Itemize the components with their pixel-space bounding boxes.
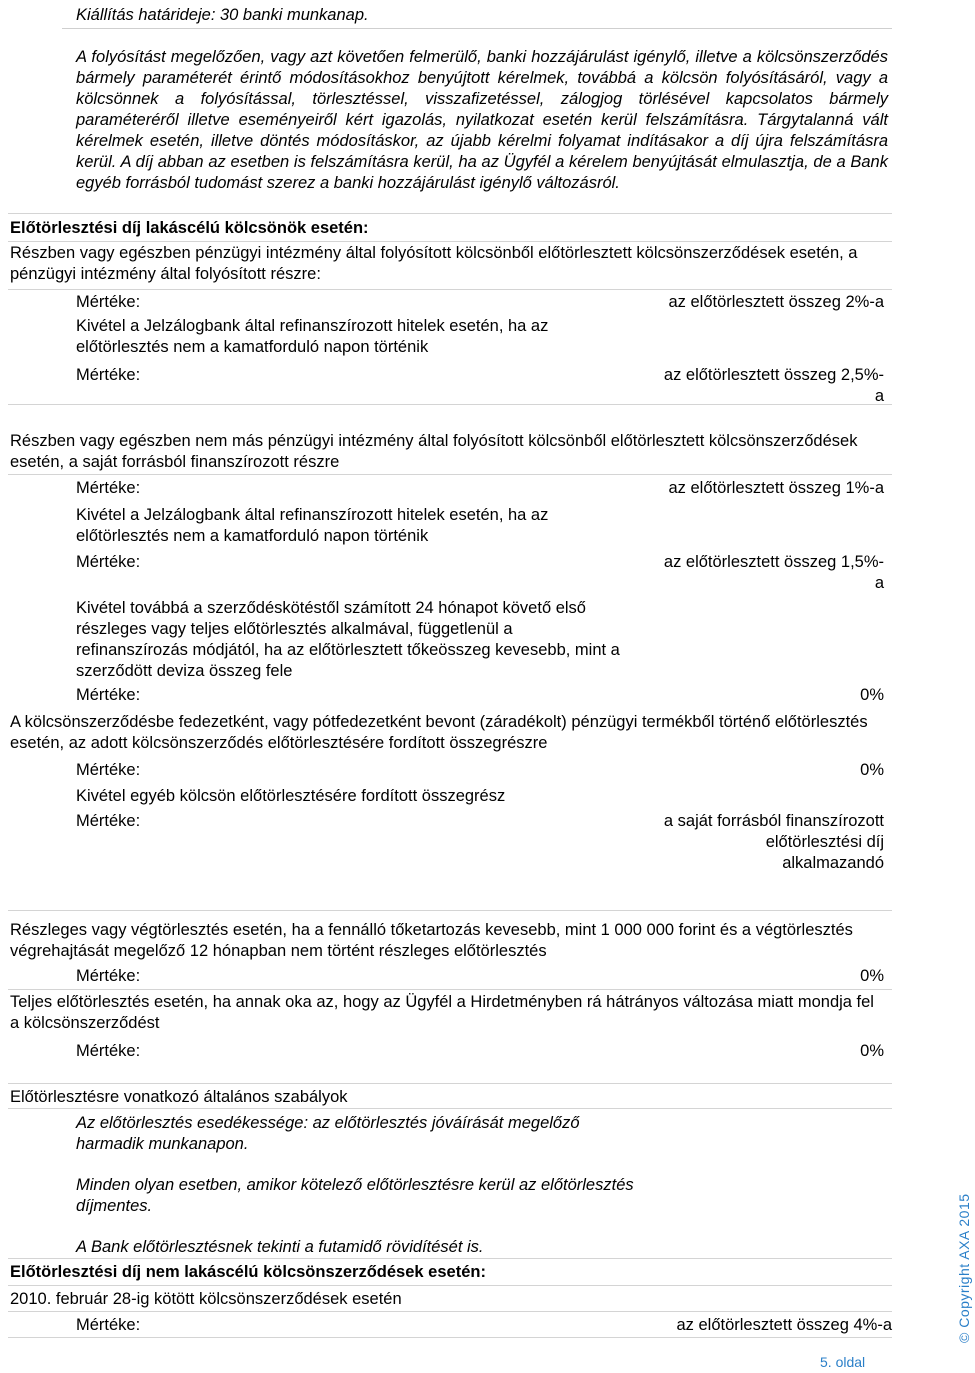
rate-label: Mértéke: xyxy=(76,1042,141,1060)
rate-value: az előtörlesztett összeg 4%-a xyxy=(676,1316,892,1334)
divider xyxy=(8,1285,892,1286)
fee-condition: A kölcsönszerződésbe fedezetként, vagy pótfedezetként bevont (záradékolt) pénzügyi termékből történő előtörlesztés esetén, az adott kölcsönszerződés előtörlesztésére fordított összegrészre xyxy=(10,713,868,752)
rate-value-line: az előtörlesztett összeg 2,5%- xyxy=(663,366,884,384)
fee-condition: Teljes előtörlesztés esetén, ha annak oka az, hogy az Ügyfél a Hirdetményben rá hátrányos változása miatt mondja fel a kölcsönszerződést xyxy=(10,993,874,1032)
rule-text: Az előtörlesztés esedékessége: az előtörlesztés jóváírását megelőző harmadik munkanapon. xyxy=(76,1114,580,1153)
rate-value-line: a saját forrásból finanszírozott xyxy=(663,812,884,830)
divider xyxy=(8,213,892,214)
rate-value-line: az előtörlesztett összeg 1,5%- xyxy=(663,553,884,571)
rate-value-line: a xyxy=(874,387,884,405)
rate-value: 0% xyxy=(860,967,884,985)
rate-label: Mértéke: xyxy=(76,686,141,704)
fee-condition: Részben vagy egészben pénzügyi intézmény által folyósított kölcsönből előtörlesztett kölcsönszerződések esetén, a pénzügyi intézmény által folyósított részre: xyxy=(10,244,858,283)
rate-value: az előtörlesztett összeg 1%-a xyxy=(668,479,884,497)
rate-label: Mértéke: xyxy=(76,761,141,779)
intro-text-1: A folyósítást megelőzően, vagy azt követően felmerülő, banki hozzájárulást igénylő, illetve a kölcsönszerződés bármely paraméterét érintő módosításokhoz benyújtott kérelmek, továbbá a kölcsön folyósításáról, vagy a kölcsönnek a folyósítással, törlesztéssel, visszafizetéssel, zálogjog törlésével kapcsolatos bármely paraméteréről illetve eseményeiről kért igazolás, nyilatkozat esetén kerül felszámításra. xyxy=(76,48,888,129)
exception-text: Kivétel a Jelzálogbank által refinanszírozott hitelek esetén, ha az előtörlesztés nem a kamatforduló napon történik xyxy=(76,506,549,545)
divider xyxy=(8,910,892,911)
rate-value: 0% xyxy=(860,761,884,779)
exception-text: Kivétel továbbá a szerződéskötéstől számított 24 hónapot követő első részleges vagy teljes előtörlesztés alkalmával, függetlenül a refinanszírozás módjától, ha az előtörlesztett tőkeösszeg kevesebb, mint a szerződött deviza összeg fele xyxy=(76,599,620,680)
rate-value-line: előtörlesztési díj xyxy=(765,833,884,851)
rules-title: Előtörlesztésre vonatkozó általános szabályok xyxy=(10,1088,348,1106)
rate-value-line: alkalmazandó xyxy=(782,854,884,872)
divider xyxy=(8,1311,892,1312)
divider xyxy=(8,1083,892,1084)
exception-text: Kivétel a Jelzálogbank által refinanszírozott hitelek esetén, ha az előtörlesztés nem a kamatforduló napon történik xyxy=(76,317,549,356)
exception-text: Kivétel egyéb kölcsön előtörlesztésére fordított összegrész xyxy=(76,787,506,805)
deadline-text: Kiállítás határideje: 30 banki munkanap. xyxy=(76,6,369,24)
fee-condition: Részleges vagy végtörlesztés esetén, ha a fennálló tőketartozás kevesebb, mint 1 000 000 forint és a végtörlesztés végrehajtását megelőző 12 hónapban nem történt részleges előtörlesztés xyxy=(10,921,853,960)
divider xyxy=(8,1108,892,1109)
rate-value: az előtörlesztett összeg 2%-a xyxy=(668,293,884,311)
divider xyxy=(8,289,892,290)
page-number: 5. oldal xyxy=(820,1354,866,1370)
rule-text: Minden olyan esetben, amikor kötelező előtörlesztésre kerül az előtörlesztés díjmentes. xyxy=(76,1176,634,1215)
rate-value xyxy=(664,365,884,407)
copyright-notice xyxy=(954,1193,975,1343)
rate-value xyxy=(664,811,884,874)
rate-value-line: a xyxy=(874,574,884,592)
copyright-icon: © xyxy=(956,1332,972,1343)
rate-label: Mértéke: xyxy=(76,366,141,384)
rate-label: Mértéke: xyxy=(76,812,141,830)
rate-value: 0% xyxy=(860,686,884,704)
section-title: Előtörlesztési díj lakáscélú kölcsönök esetén: xyxy=(10,219,369,237)
rate-value xyxy=(664,552,884,594)
divider xyxy=(8,1258,892,1259)
divider xyxy=(8,404,892,405)
fee-condition: Részben vagy egészben nem más pénzügyi intézmény által folyósított kölcsönből előtörlesztett kölcsönszerződések esetén, a saját forrásból finanszírozott részre xyxy=(10,432,858,471)
copyright-text: Copyright AXA 2015 xyxy=(956,1193,972,1328)
section-title: Előtörlesztési díj nem lakáscélú kölcsönszerződések esetén: xyxy=(10,1263,486,1281)
intro-text-2: Tárgytalanná vált kérelmek esetén, illetve döntés módosításkor, az újabb kérelmi folyamat indításakor a díj újra felszámításra kerül. xyxy=(76,111,888,171)
intro-paragraph xyxy=(76,47,888,194)
rate-label: Mértéke: xyxy=(76,553,141,571)
rate-label: Mértéke: xyxy=(76,293,141,311)
rule-text: A Bank előtörlesztésnek tekinti a futamidő rövidítését is. xyxy=(76,1238,484,1256)
divider xyxy=(8,474,892,475)
rate-label: Mértéke: xyxy=(76,479,141,497)
intro-text-3: A díj abban az esetben is felszámításra kerül, ha az Ügyfél a kérelem benyújtását elmulasztja, de a Bank egyéb forrásból tudomást szerez a banki hozzájárulást igénylő változásról. xyxy=(76,153,888,192)
divider xyxy=(62,28,892,29)
rate-value: 0% xyxy=(860,1042,884,1060)
divider xyxy=(8,989,892,990)
divider xyxy=(8,241,892,242)
divider xyxy=(8,1337,892,1338)
rate-label: Mértéke: xyxy=(76,1316,141,1334)
rate-label: Mértéke: xyxy=(76,967,141,985)
fee-condition: 2010. február 28-ig kötött kölcsönszerződések esetén xyxy=(10,1290,402,1308)
